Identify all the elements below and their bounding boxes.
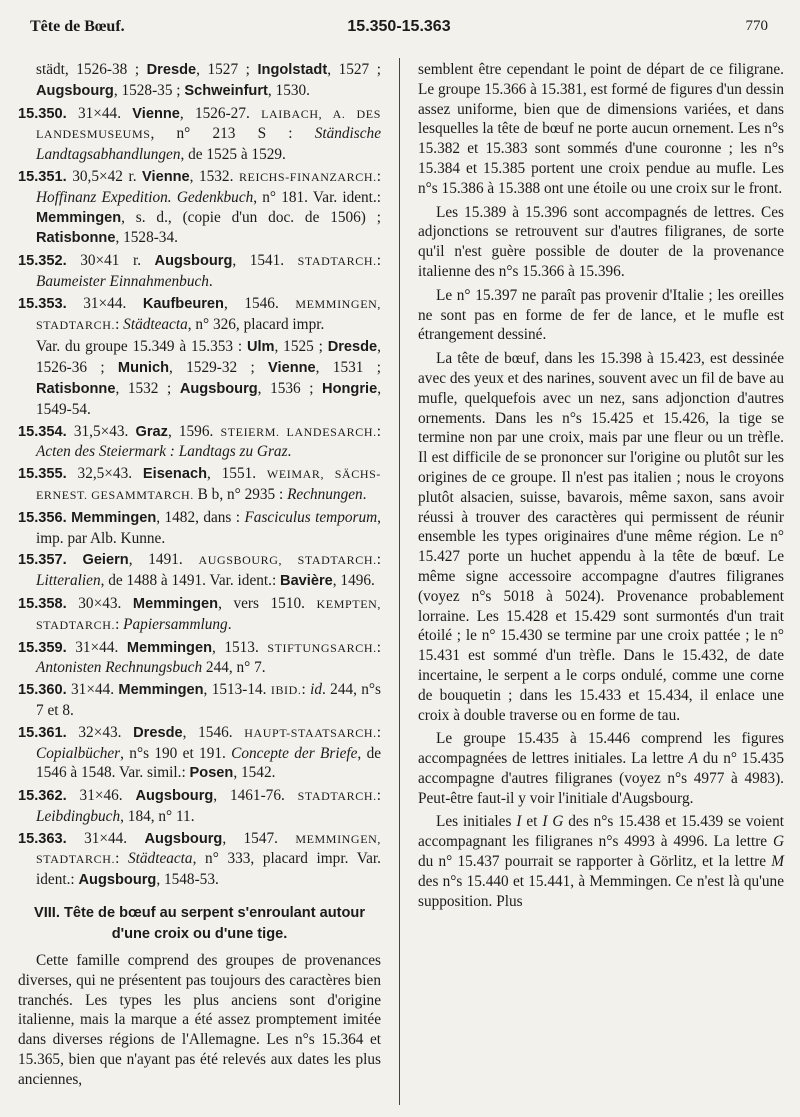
body-paragraph [418, 60, 784, 199]
entry-number: 15.362. [18, 788, 67, 805]
entry-number: 15.353. [18, 295, 67, 312]
text-run: , 1551. [207, 465, 267, 483]
text-run: 30,5×42 r. [66, 167, 143, 185]
body-paragraph [418, 349, 784, 725]
place-name: Ingolstadt [257, 62, 328, 78]
text-run [67, 551, 83, 568]
text-run: du n° 15.437 pourrait se rapporter à Görlitz, et la lettre [418, 853, 772, 871]
text-run: . [287, 443, 292, 461]
place-name: Dresde [146, 62, 197, 78]
text-run: : [301, 681, 311, 699]
text-run: : [115, 315, 124, 333]
place-name: Memmingen [71, 509, 157, 526]
place-name: Vienne [142, 168, 190, 185]
text-run: , n° 213 S : [150, 125, 315, 143]
place-name: Vienne [132, 105, 180, 122]
text-run: 31×44. [66, 681, 119, 699]
italic-title: M [771, 853, 784, 871]
text-run: , 1541. [232, 252, 298, 270]
place-name: Augsbourg [179, 380, 258, 397]
page-number: 770 [745, 18, 768, 34]
text-run: Le groupe 15.435 à 15.446 comprend les figures accompagnées de lettres initiales. La lettre [418, 730, 784, 768]
archive-name: IBID. [270, 683, 302, 698]
text-run: , 1513-14. [203, 681, 271, 699]
body-paragraph [418, 729, 784, 808]
text-run: , 1529-32 ; [168, 359, 269, 377]
text-run: B b, n° 2935 : [193, 485, 288, 503]
archive-name: STADTARCH. [297, 254, 377, 269]
entry-number: 15.361. [18, 724, 67, 741]
italic-title: Copialbücher [36, 744, 121, 762]
italic-title: id [310, 681, 323, 699]
text-run: , de 1488 à 1491. Var. ident.: [100, 572, 281, 590]
place-name: Memmingen [118, 682, 204, 699]
text-run: , 184, n° 11. [120, 807, 195, 825]
text-run: 244, n° 7. [202, 659, 266, 677]
place-name: Ratisbonne [36, 380, 116, 397]
place-name: Ulm [246, 339, 275, 356]
text-run: 30×41 r. [66, 252, 155, 270]
place-name: Bavière [280, 573, 333, 590]
text-run: 30×43. [66, 594, 133, 612]
text-run: , 1531 ; [315, 359, 381, 377]
entry-number: 15.360. [18, 682, 67, 699]
place-name: Schweinfurt [184, 82, 268, 99]
place-name: Augsbourg [135, 788, 214, 805]
text-run: . [362, 485, 367, 503]
archive-name: AUGSBOURG, STADTARCH. [198, 553, 377, 568]
column-divider [399, 58, 400, 1105]
place-name: Augsbourg [144, 830, 223, 847]
italic-title: Concepte der Briefe [231, 744, 358, 762]
italic-title: Acten des Steiermark : Landtags zu Graz [36, 443, 288, 461]
catalog-entry [18, 104, 381, 165]
entry-range: 15.350-15.363 [347, 18, 451, 35]
text-run: 31×44. [66, 638, 127, 656]
text-run: , 1546. [223, 294, 296, 312]
text-run: , n° 326, placard impr. [187, 315, 325, 333]
text-run: , 1547. [222, 829, 296, 847]
italic-title: Fasciculus temporum [244, 508, 378, 526]
text-run: , 1596. [167, 422, 221, 440]
section-paragraph: Cette famille comprend des groupes de provenances diverses, qui ne présentent pas toujours des caractères bien tranchés. Les types les plus anciens sont d'origine italienne, mais la marque a été assez promptement imitée dans diverses régions de l'Allemagne. Les n°s 15.364 et 15.365, bien que n'ayant pas été relevés aux dates les plus anciennes, [18, 952, 381, 1088]
text-run: : [115, 615, 124, 633]
text-run: 32×43. [66, 723, 134, 741]
text-run: Var. du groupe 15.349 à 15.353 : [36, 338, 247, 356]
text-run: städt, 1526-38 ; [36, 61, 147, 78]
entry-number: 15.352. [18, 253, 67, 270]
page-header [30, 18, 768, 46]
text-run: du n° 15.435 accompagne d'autres filigranes (voyez n°s 4977 à 4983). Peut-être faut-il y voir l'initiale d'Augsbourg. [418, 750, 784, 807]
entry-number: 15.350. [18, 105, 67, 122]
catalog-entry [18, 422, 381, 463]
italic-title: Ständische Landtagsabhandlungen [36, 125, 381, 164]
text-run: , 1528-34. [115, 229, 178, 247]
text-run: , 1496. [332, 572, 375, 590]
place-name: Memmingen [36, 209, 122, 226]
text-run: : [376, 167, 381, 185]
place-name: Augsbourg [154, 253, 233, 270]
text-run: . [227, 615, 232, 633]
text-run: , n° 333, placard impr. Var. ident.: [36, 850, 381, 889]
place-name: Vienne [268, 360, 316, 377]
text-run: Le n° 15.397 ne paraît pas provenir d'Italie ; les oreilles ne sont pas en forme de fer de lance, et le mufle est étrangement dessiné. [418, 286, 784, 344]
entry-number: 15.351. [18, 168, 67, 185]
text-run: . 244, n°s 7 et 8. [36, 681, 381, 719]
italic-title: I [516, 813, 522, 831]
text-run: et [521, 813, 543, 831]
text-run: : [115, 850, 128, 868]
text-run: 31×44. [66, 104, 133, 122]
italic-title: Städteacta [123, 315, 188, 333]
text-run: , de 1525 à 1529. [180, 146, 286, 164]
text-run: , imp. par Alb. Kunne. [36, 508, 381, 547]
catalog-entry [18, 638, 381, 679]
place-name: Memmingen [126, 639, 212, 656]
italic-title: Hoffinanz Expedition. Gedenkbuch [36, 188, 254, 206]
text-run: Les initiales [436, 813, 517, 831]
text-run: : [376, 638, 381, 656]
entry-number: 15.359. [18, 639, 67, 656]
catalog-entry [18, 594, 381, 636]
italic-title: Städteacta [128, 850, 193, 868]
text-run: des n°s 15.438 et 15.439 se voient accompagnant les filigranes n°s 4993 à 4996. La lettre [418, 813, 784, 851]
text-run: , 1482, dans : [156, 508, 245, 526]
text-run: : [376, 422, 381, 440]
text-run: des n°s 15.440 et 15.441, à Memmingen. Ce n'est là qu'une supposition. Plus [418, 872, 784, 910]
place-name: Augsbourg [36, 82, 114, 99]
place-name: Dresde [133, 724, 183, 741]
catalog-entry [18, 786, 381, 827]
catalog-entry [18, 251, 381, 292]
entry-number: 15.363. [18, 830, 67, 847]
italic-title: Rechnungen [287, 485, 363, 503]
italic-title: Litteralien [36, 572, 101, 590]
entry-number: 15.357. [18, 552, 67, 569]
text-run: 31×46. [66, 787, 136, 805]
place-name: Graz [135, 423, 168, 440]
place-name: Geiern [82, 552, 129, 569]
text-run: , n°s 190 et 191. [120, 744, 232, 762]
text-run: La tête de bœuf, dans les 15.398 à 15.423, est dessinée avec des yeux et des narines, souvent avec un fil de bave au mufle, quelquefois avec un nez, sans adjonction d'autres ornements. Dans les n°s 15.425 et 15.426, la tige se termine non par une croix, mais par une fleur ou un trèfle. Il est difficile de se prononcer sur l'origine ou plutôt sur les origines de ce groupe. Il n'est pas italien ; nous le croyons plutôt alsacien, suisse, bavarois, même saxon, sans avoir réussi à trouver des caractères qui permissent de réunir ensemble les types originaires d'une même région. Le n° 15.427 porte un huchet appendu à la tête de bœuf. Le même signe accessoire accompagne d'autres filigranes (voyez n°s 5018 à 5024). Provenance probablement lorraine. Les 15.428 et 15.429 sont surmontés d'un trait étoilé ; le n° 15.430 se termine par une croix pattée ; le n° 15.431 est sommé d'un trèfle. Dans le 15.432, de date incertaine, le serpent a le corps ondulé, comme une corne de bouquetin ; dans les 15.433 et 15.434, il enlace une croix à double traverse ou en forme de tau. [418, 350, 784, 724]
variant-note [18, 337, 381, 419]
catalog-entry [18, 550, 381, 592]
text-run: , 1536 ; [257, 379, 323, 397]
right-column [418, 60, 784, 915]
italic-title: Antonisten Rechnungsbuch [36, 659, 203, 677]
running-title: Tête de Bœuf. [30, 18, 125, 35]
text-run: , 1491. [128, 551, 199, 569]
archive-name: REICHS-FINANZARCH. [238, 169, 377, 184]
catalog-entry [18, 508, 381, 549]
text-run: : [376, 787, 381, 805]
place-name: Kaufbeuren [142, 295, 224, 312]
place-name: Eisenach [142, 466, 207, 483]
text-run: 31×44. [66, 294, 143, 312]
place-name: Ratisbonne [36, 230, 116, 247]
catalog-entry [18, 723, 381, 784]
place-name: Posen [189, 765, 234, 782]
text-run: : [376, 252, 381, 270]
place-name: Hongrie [322, 380, 378, 397]
text-run: , 1549-54. [36, 379, 382, 418]
archive-name: LAIBACH, A. DES LANDESMUSEUMS [36, 106, 381, 142]
text-run: , 1527 ; [196, 61, 258, 78]
entry-number: 15.358. [18, 595, 67, 612]
text-run: : [376, 723, 381, 741]
place-name: Dresde [327, 339, 378, 356]
place-name: Munich [117, 360, 169, 377]
italic-title: I G [542, 813, 564, 831]
text-run: , s. d., (copie d'un doc. de 1506) ; [121, 208, 381, 226]
archive-name: STEIERM. LANDESARCH. [220, 424, 377, 439]
text-run: , 1513. [211, 638, 268, 656]
text-run: . [208, 272, 213, 290]
place-name: Augsbourg [78, 872, 157, 889]
text-run: : [376, 551, 381, 569]
italic-title: Baumeister Einnahmenbuch [36, 272, 209, 290]
text-run: semblent être cependant le point de départ de ce filigrane. Le groupe 15.366 à 15.381, est formé de figures d'un dessin assez uniforme, bien que de dimensions variées, et dans lesquelles la tête de bœuf ne porte aucun ornement. Les n°s 15.382 et 15.383 sont sommés d'une couronne ; les n°s 15.384 et 15.385 portent une croix pendue au mufle. Les n°s 15.386 à 15.388 ont une étoile ou une croix sur le front. [418, 61, 784, 197]
italic-title: Leibdingbuch [36, 807, 121, 825]
entry-number: 15.356. [18, 509, 67, 526]
body-paragraph [418, 286, 784, 345]
catalog-entry [18, 294, 381, 336]
archive-name: STIFTUNGSARCH. [267, 640, 377, 655]
text-run: , 1461-76. [213, 787, 298, 805]
text-run: , 1530. [267, 81, 310, 99]
text-run: 31,5×43. [66, 422, 136, 440]
text-run: 32,5×43. [66, 465, 143, 483]
section-heading: VIII. Tête de bœuf au serpent s'enroulant autour d'une croix ou d'une tige. [33, 905, 366, 943]
text-run: , de 1546 à 1548. Var. simil.: [36, 744, 382, 782]
place-name: Memmingen [132, 595, 219, 612]
italic-title: A [688, 750, 698, 768]
text-run: , 1532. [189, 167, 239, 185]
text-run: , 1528-35 ; [113, 81, 185, 99]
italic-title: G [772, 833, 784, 851]
text-run: , vers 1510. [218, 594, 317, 612]
left-column [18, 60, 381, 1094]
archive-name: MEMMINGEN, STADTARCH. [36, 831, 381, 867]
text-run: 31×44. [66, 829, 145, 847]
text-run: , 1526-27. [179, 104, 262, 122]
catalog-entry [18, 167, 381, 249]
archive-name: STADTARCH. [297, 789, 377, 804]
text-run: , n° 181. Var. ident.: [253, 188, 381, 206]
body-paragraph [418, 812, 784, 911]
archive-name: WEIMAR, SÄCHS-ERNEST. GESAMMTARCH. [36, 467, 382, 502]
text-run: , 1546. [182, 723, 245, 741]
intro-continuation [18, 60, 381, 102]
entries-list [18, 104, 381, 891]
text-run: Les 15.389 à 15.396 sont accompagnés de lettres. Ces adjonctions se retrouvent sur d'autres filigranes, de sorte qu'il n'est guère possible de douter de la provenance italienne des n°s 15.366 à 15.396. [418, 203, 784, 280]
catalog-entry [18, 680, 381, 721]
text-run: , 1548-53. [156, 871, 219, 889]
catalog-entry [18, 829, 381, 891]
text-run: , 1526-36 ; [36, 338, 381, 377]
text-run: , 1525 ; [274, 338, 328, 356]
catalog-entry [18, 464, 381, 506]
archive-name: KEMPTEN, STADTARCH. [36, 596, 381, 632]
italic-title: Papiersammlung [123, 615, 228, 633]
body-paragraph [418, 203, 784, 282]
text-run: , 1532 ; [115, 379, 180, 397]
entry-number: 15.354. [18, 423, 67, 440]
text-run: , 1542. [233, 764, 276, 782]
text-run: , 1527 ; [327, 61, 381, 78]
archive-name: MEMMINGEN, STADTARCH. [36, 296, 381, 332]
entry-number: 15.355. [18, 466, 67, 483]
archive-name: HAUPT-STAATSARCH. [244, 725, 377, 740]
